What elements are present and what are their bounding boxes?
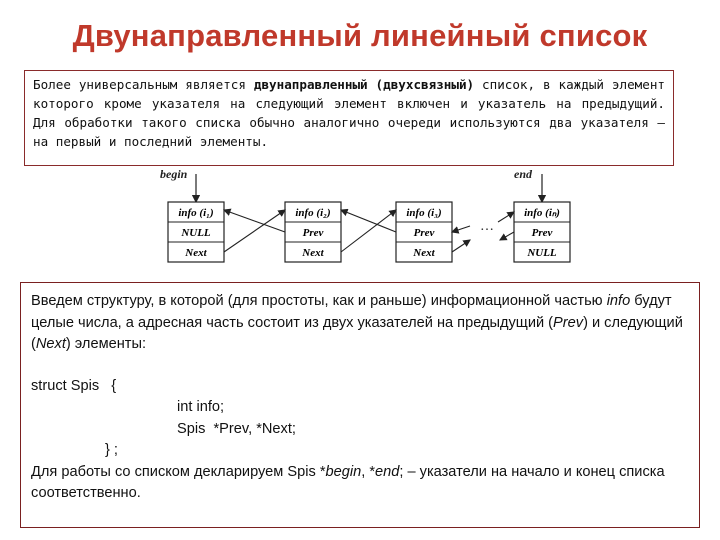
node-prev: NULL [181, 227, 211, 239]
declaration-paragraph [31, 462, 689, 505]
code-line-3: Spis *Prev, *Next; [177, 420, 296, 437]
next-link-more-n [498, 212, 514, 222]
prev-link-3-2 [341, 210, 396, 232]
term-next: Next [35, 336, 66, 352]
term-end: end [375, 463, 400, 480]
intro-paragraph [33, 75, 665, 151]
text: , * [361, 463, 376, 480]
term-prev: Prev [553, 314, 584, 331]
node-prev: Prev [302, 227, 324, 239]
term-begin: begin [325, 463, 362, 480]
intro-bold-term: двунаправленный (двухсвязный) [253, 77, 475, 92]
list-node-2 [285, 202, 341, 262]
prev-link-2-1 [224, 210, 285, 232]
term-info: info [606, 293, 631, 309]
intro-text-2: список, в каждый элемент которого кроме указателя на следующий элемент включен и указатель на предыдущий. Для обработки такого списка обычно аналогично очереди используются два указателя – на первый и последний элементы. [33, 77, 665, 149]
list-node-1 [168, 202, 224, 262]
text: ; – указатели на начало и конец списка соответственно. [31, 463, 665, 501]
begin-label: begin [160, 167, 188, 181]
next-link-3-more [452, 240, 470, 252]
intro-box [24, 70, 674, 166]
code-line-4: } ; [105, 442, 118, 458]
end-label: end [514, 167, 532, 181]
node-info: info (i₃) [406, 207, 442, 219]
list-diagram-svg [0, 166, 720, 280]
code-line-2: int info; [177, 399, 225, 415]
text: Введем структуру, в которой (для простоты, как и раньше) информационной частью [31, 293, 607, 309]
next-link-1-2 [224, 210, 285, 252]
node-info: info (i₁) [178, 207, 214, 219]
struct-code [31, 376, 689, 462]
text: будут целые числа, а адресная часть состоит из двух указателей на предыдущий ( [31, 293, 672, 331]
struct-intro-paragraph [31, 291, 689, 356]
node-prev: Prev [531, 227, 553, 239]
node-next: Next [413, 247, 435, 259]
node-next: NULL [527, 247, 557, 259]
prev-link-more-3 [452, 226, 470, 232]
intro-text-1: Более универсальным является [33, 77, 254, 92]
text: ) элементы: [65, 336, 146, 352]
list-node-3 [396, 202, 452, 262]
page-title: Двунаправленный линейный список [72, 18, 648, 53]
node-info: info (iₙ) [524, 207, 560, 219]
node-prev: Prev [413, 227, 435, 239]
ellipsis: … [480, 219, 494, 234]
list-node-n [514, 202, 570, 262]
code-line-1: struct Spis { [31, 377, 117, 394]
struct-box [20, 282, 700, 528]
node-next: Next [185, 247, 207, 259]
text: ) и следующий ( [31, 314, 683, 352]
node-info: info (i₂) [295, 207, 331, 219]
node-next: Next [302, 247, 324, 259]
prev-link-n-more [500, 232, 514, 240]
text: Для работы со списком декларируем Spis * [31, 463, 326, 480]
list-diagram [0, 166, 720, 280]
next-link-2-3 [341, 210, 396, 252]
